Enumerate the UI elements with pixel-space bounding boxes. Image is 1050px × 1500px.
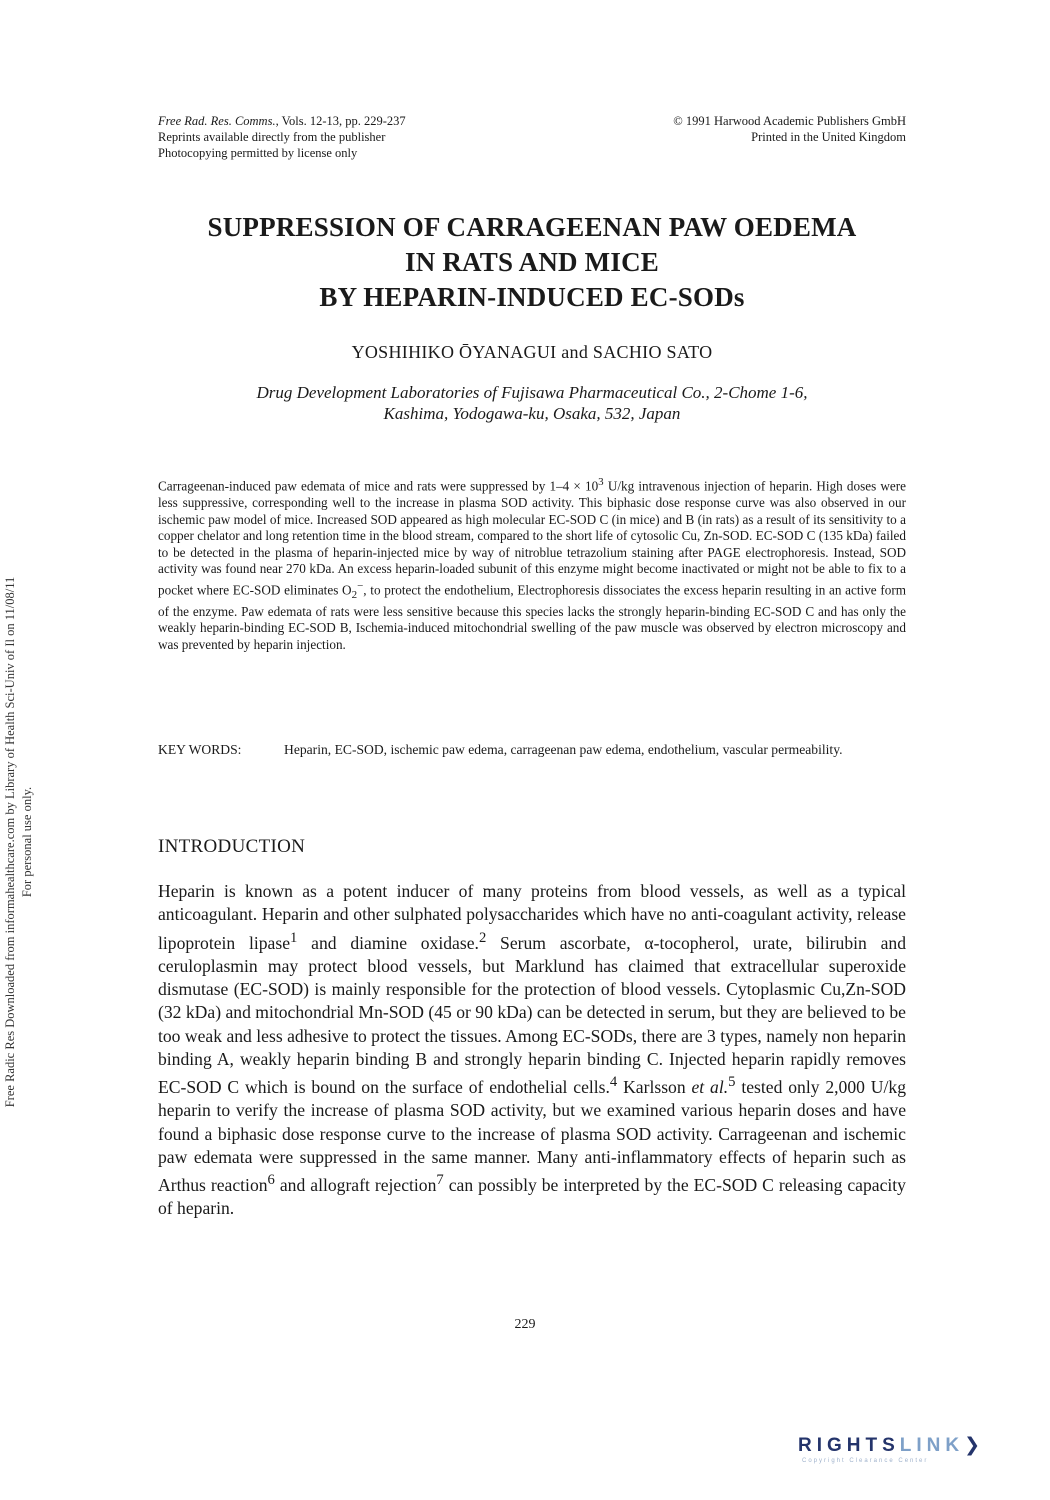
download-note-line-1: Free Radic Res Downloaded from informahealthcare.com by Library of Health Sci-Univ of Il on 11/08/11 — [3, 576, 17, 1108]
rightslink-rights: RIGHTS — [798, 1435, 900, 1456]
copyright-line: © 1991 Harwood Academic Publishers GmbH — [673, 114, 906, 128]
rightslink-logo[interactable] — [798, 1434, 1030, 1474]
intro-text: can possibly be interpreted by the EC-SOD C releasing capacity of heparin. — [158, 1175, 906, 1219]
title-line-3: BY HEPARIN-INDUCED EC-SODs — [319, 282, 745, 312]
abstract-text-3: , to protect the endothelium, Electrophoresis dissociates the excess heparin resulting in an active form of the enzyme. Paw edemata of rats were less sensitive because this species lacks the strongly heparin-binding EC-SOD C and has only the weakly heparin-binding EC-SOD B, Ischemia-induced mitochondrial swelling of the paw muscle was observed by electron microscopy and was prevented by heparin injection. — [158, 582, 906, 652]
abstract-charge: − — [357, 579, 364, 592]
download-watermark — [2, 382, 38, 1302]
reference-7: 7 — [436, 1172, 444, 1189]
intro-text: Heparin is known as a potent inducer of many proteins from blood vessels, as well as a typical anticoagulant. Heparin and other sulphated polysaccharides which have no anti-coagulant activity, release lipoprotein lipase — [158, 881, 906, 953]
keywords-label: KEY WORDS: — [158, 742, 242, 757]
abstract-subscript: 2 — [351, 588, 358, 601]
paper-title — [140, 210, 924, 315]
photocopying-note: Photocopying permitted by license only — [158, 146, 358, 160]
download-note-line-2: For personal use only. — [20, 786, 34, 898]
keywords-text: Heparin, EC-SOD, ischemic paw edema, carrageenan paw edema, endothelium, vascular permeability. — [284, 742, 843, 757]
chevron-right-icon: ❯ — [964, 1435, 986, 1456]
abstract-text-2: U/kg intravenous injection of heparin. High doses were less suppressive, corresponding well to the increase in plasma SOD activity. This biphasic dose response curve was also observed in our ischemic paw model of mice. Increased SOD appeared as high molecular EC-SOD C (in mice) and B (in rats) as a result of its sensitivity to a copper chelator and long retention time in the blood stream, compared to the short life of cytosolic Cu, Zn-SOD. EC-SOD C (135 kDa) failed to be detected in the plasma of heparin-injected mice by way of nitroblue tetrazolium staining after PAGE electrophoresis. Instead, SOD activity was found near 270 kDa. An excess heparin-loaded subunit of this enzyme might become inactivated or might not be able to fix to a pocket where EC-SOD eliminates O — [158, 478, 906, 598]
intro-text: and diamine oxidase. — [297, 932, 479, 953]
journal-citation — [158, 113, 406, 161]
affiliation-line-2: Kashima, Yodogawa-ku, Osaka, 532, Japan — [383, 404, 681, 423]
rightslink-tagline: Copyright Clearance Center — [802, 1458, 929, 1464]
printed-line: Printed in the United Kingdom — [751, 130, 906, 144]
title-line-2: IN RATS AND MICE — [405, 247, 659, 277]
journal-name: Free Rad. Res. Comms. — [158, 114, 276, 128]
abstract-superscript: 3 — [598, 476, 604, 488]
authors: YOSHIHIKO ŌYANAGUI and SACHIO SATO — [351, 342, 713, 362]
reprints-note: Reprints available directly from the publisher — [158, 130, 386, 144]
intro-text: and allograft rejection — [274, 1175, 437, 1196]
journal-volume: , Vols. 12-13, pp. 229-237 — [275, 114, 406, 128]
title-line-1: SUPPRESSION OF CARRAGEENAN PAW OEDEMA — [207, 212, 857, 242]
abstract-text-1: Carrageenan-induced paw edemata of mice and rats were suppressed by 1–4 × 10 — [158, 478, 599, 494]
copyright-block — [673, 113, 906, 145]
reference-1: 1 — [290, 929, 298, 946]
et-al: et al. — [691, 1077, 729, 1098]
section-heading-introduction: INTRODUCTION — [158, 836, 306, 857]
affiliation-line-1: Drug Development Laboratories of Fujisawa Pharmaceutical Co., 2-Chome 1-6, — [256, 383, 808, 402]
abstract — [158, 474, 906, 653]
reference-4: 4 — [609, 1074, 618, 1091]
page-number: 229 — [514, 1317, 536, 1332]
journal-line — [158, 113, 406, 129]
intro-text: tested only 2,000 U/kg heparin to verify the increase of plasma SOD activity, but we examined various heparin doses and have found a biphasic dose response curve to the increase of plasma SOD activity. Carrageenan and ischemic paw edemata were suppressed in the same manner. Many anti-inflammatory effects of heparin such as Arthus reaction — [158, 1077, 906, 1196]
rightslink-link: LINK — [899, 1435, 965, 1456]
intro-text: Karlsson — [617, 1077, 692, 1098]
affiliation — [140, 382, 924, 424]
reference-2: 2 — [478, 929, 487, 946]
reference-5: 5 — [728, 1074, 736, 1091]
keywords — [158, 741, 906, 758]
intro-text: Serum ascorbate, α-tocopherol, urate, bilirubin and ceruloplasmin may protect blood vessels, but Marklund has claimed that extracellular superoxide dismutase (EC-SOD) is mainly responsible for the protection of blood vessels. Cytoplasmic Cu,Zn-SOD (32 kDa) and mitochondrial Mn-SOD (45 or 90 kDa) can be detected in serum, but they are believed to be too weak and less adhesive to protect the tissues. Among EC-SODs, there are 3 types, namely non heparin binding A, weakly heparin binding B and strongly heparin binding C. Injected heparin rapidly removes EC-SOD C which is bound on the surface of endothelial cells. — [158, 932, 906, 1098]
introduction-paragraph — [158, 880, 906, 1221]
reference-6: 6 — [267, 1172, 275, 1189]
